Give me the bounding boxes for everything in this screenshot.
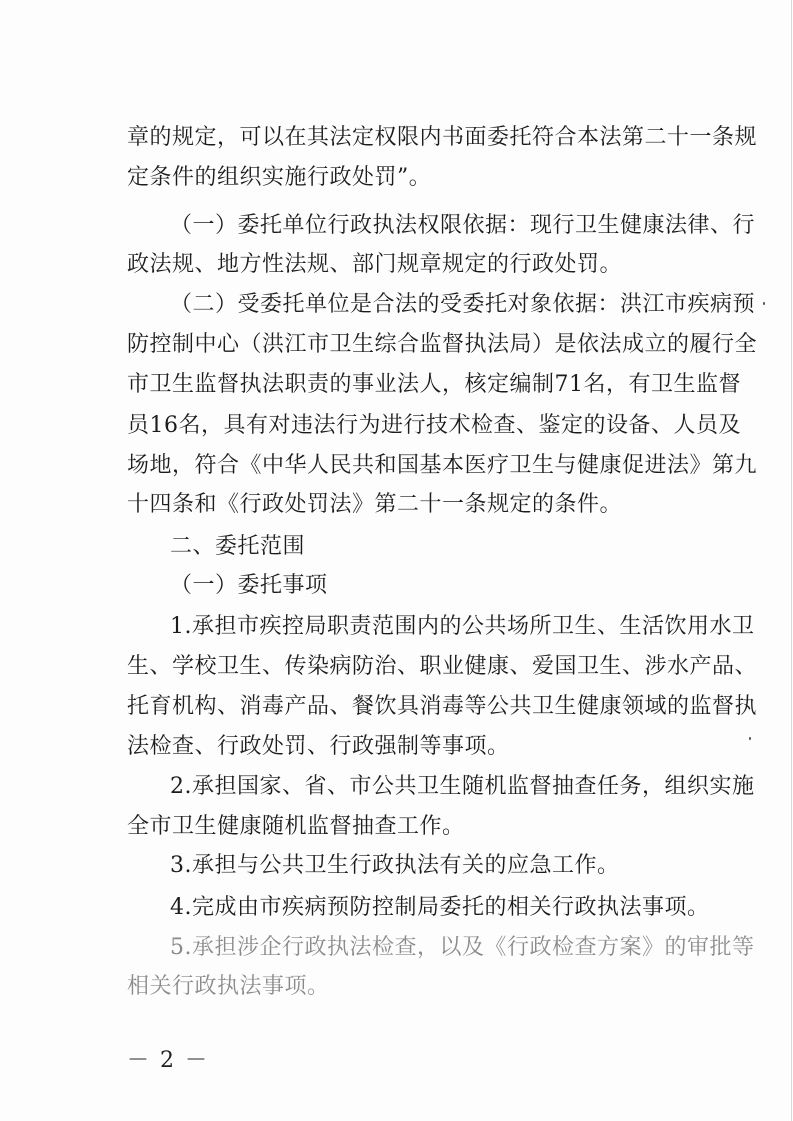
text-line: 1.承担市疾控局职责范围内的公共场所卫生、生活饮用水卫 <box>170 614 755 639</box>
text-line: 定条件的组织实施行政处罚”。 <box>127 165 432 190</box>
text-line: （二）受委托单位是合法的受委托对象依据：洪江市疾病预 <box>170 292 756 317</box>
text-line: 3.承担与公共卫生行政执法有关的应急工作。 <box>170 853 620 878</box>
text-line: 市卫生监督执法职责的事业法人，核定编制71名，有卫生监督 <box>127 372 741 397</box>
text-line: 2.承担国家、省、市公共卫生随机监督抽查任务，组织实施 <box>170 774 755 799</box>
text-line: 场地，符合《中华人民共和国基本医疗卫生与健康促进法》第九 <box>127 453 758 478</box>
text-line: 政法规、地方性法规、部门规章规定的行政处罚。 <box>127 252 623 277</box>
text-line: 法检查、行政处罚、行政强制等事项。 <box>127 734 510 759</box>
scan-speck <box>763 302 765 305</box>
scan-speck <box>749 737 751 740</box>
text-line: 托育机构、消毒产品、餐饮具消毒等公共卫生健康领域的监督执 <box>127 694 758 719</box>
text-line-faded: 5.承担涉企行政执法检查，以及《行政检查方案》的审批等 <box>170 935 755 960</box>
page-number: － 2 － <box>127 1048 209 1073</box>
text-line: 章的规定，可以在其法定权限内书面委托符合本法第二十一条规 <box>127 125 758 150</box>
text-line: （一）委托单位行政执法权限依据：现行卫生健康法律、行 <box>170 213 756 238</box>
section-heading: 二、委托范围 <box>170 534 306 559</box>
text-line: 4.完成由市疾病预防控制局委托的相关行政执法事项。 <box>170 895 710 920</box>
text-line: 防控制中心（洪江市卫生综合监督执法局）是依法成立的履行全 <box>127 332 758 357</box>
scan-edge <box>791 0 792 1121</box>
subsection-heading: （一）委托事项 <box>170 573 328 598</box>
text-line-faded: 相关行政执法事项。 <box>127 974 330 999</box>
text-line: 十四条和《行政处罚法》第二十一条规定的条件。 <box>127 492 623 517</box>
text-line: 员16名，具有对违法行为进行技术检查、鉴定的设备、人员及 <box>127 413 741 438</box>
text-line: 全市卫生健康随机监督抽查工作。 <box>127 814 465 839</box>
text-line: 生、学校卫生、传染病防治、职业健康、爱国卫生、涉水产品、 <box>127 654 758 679</box>
